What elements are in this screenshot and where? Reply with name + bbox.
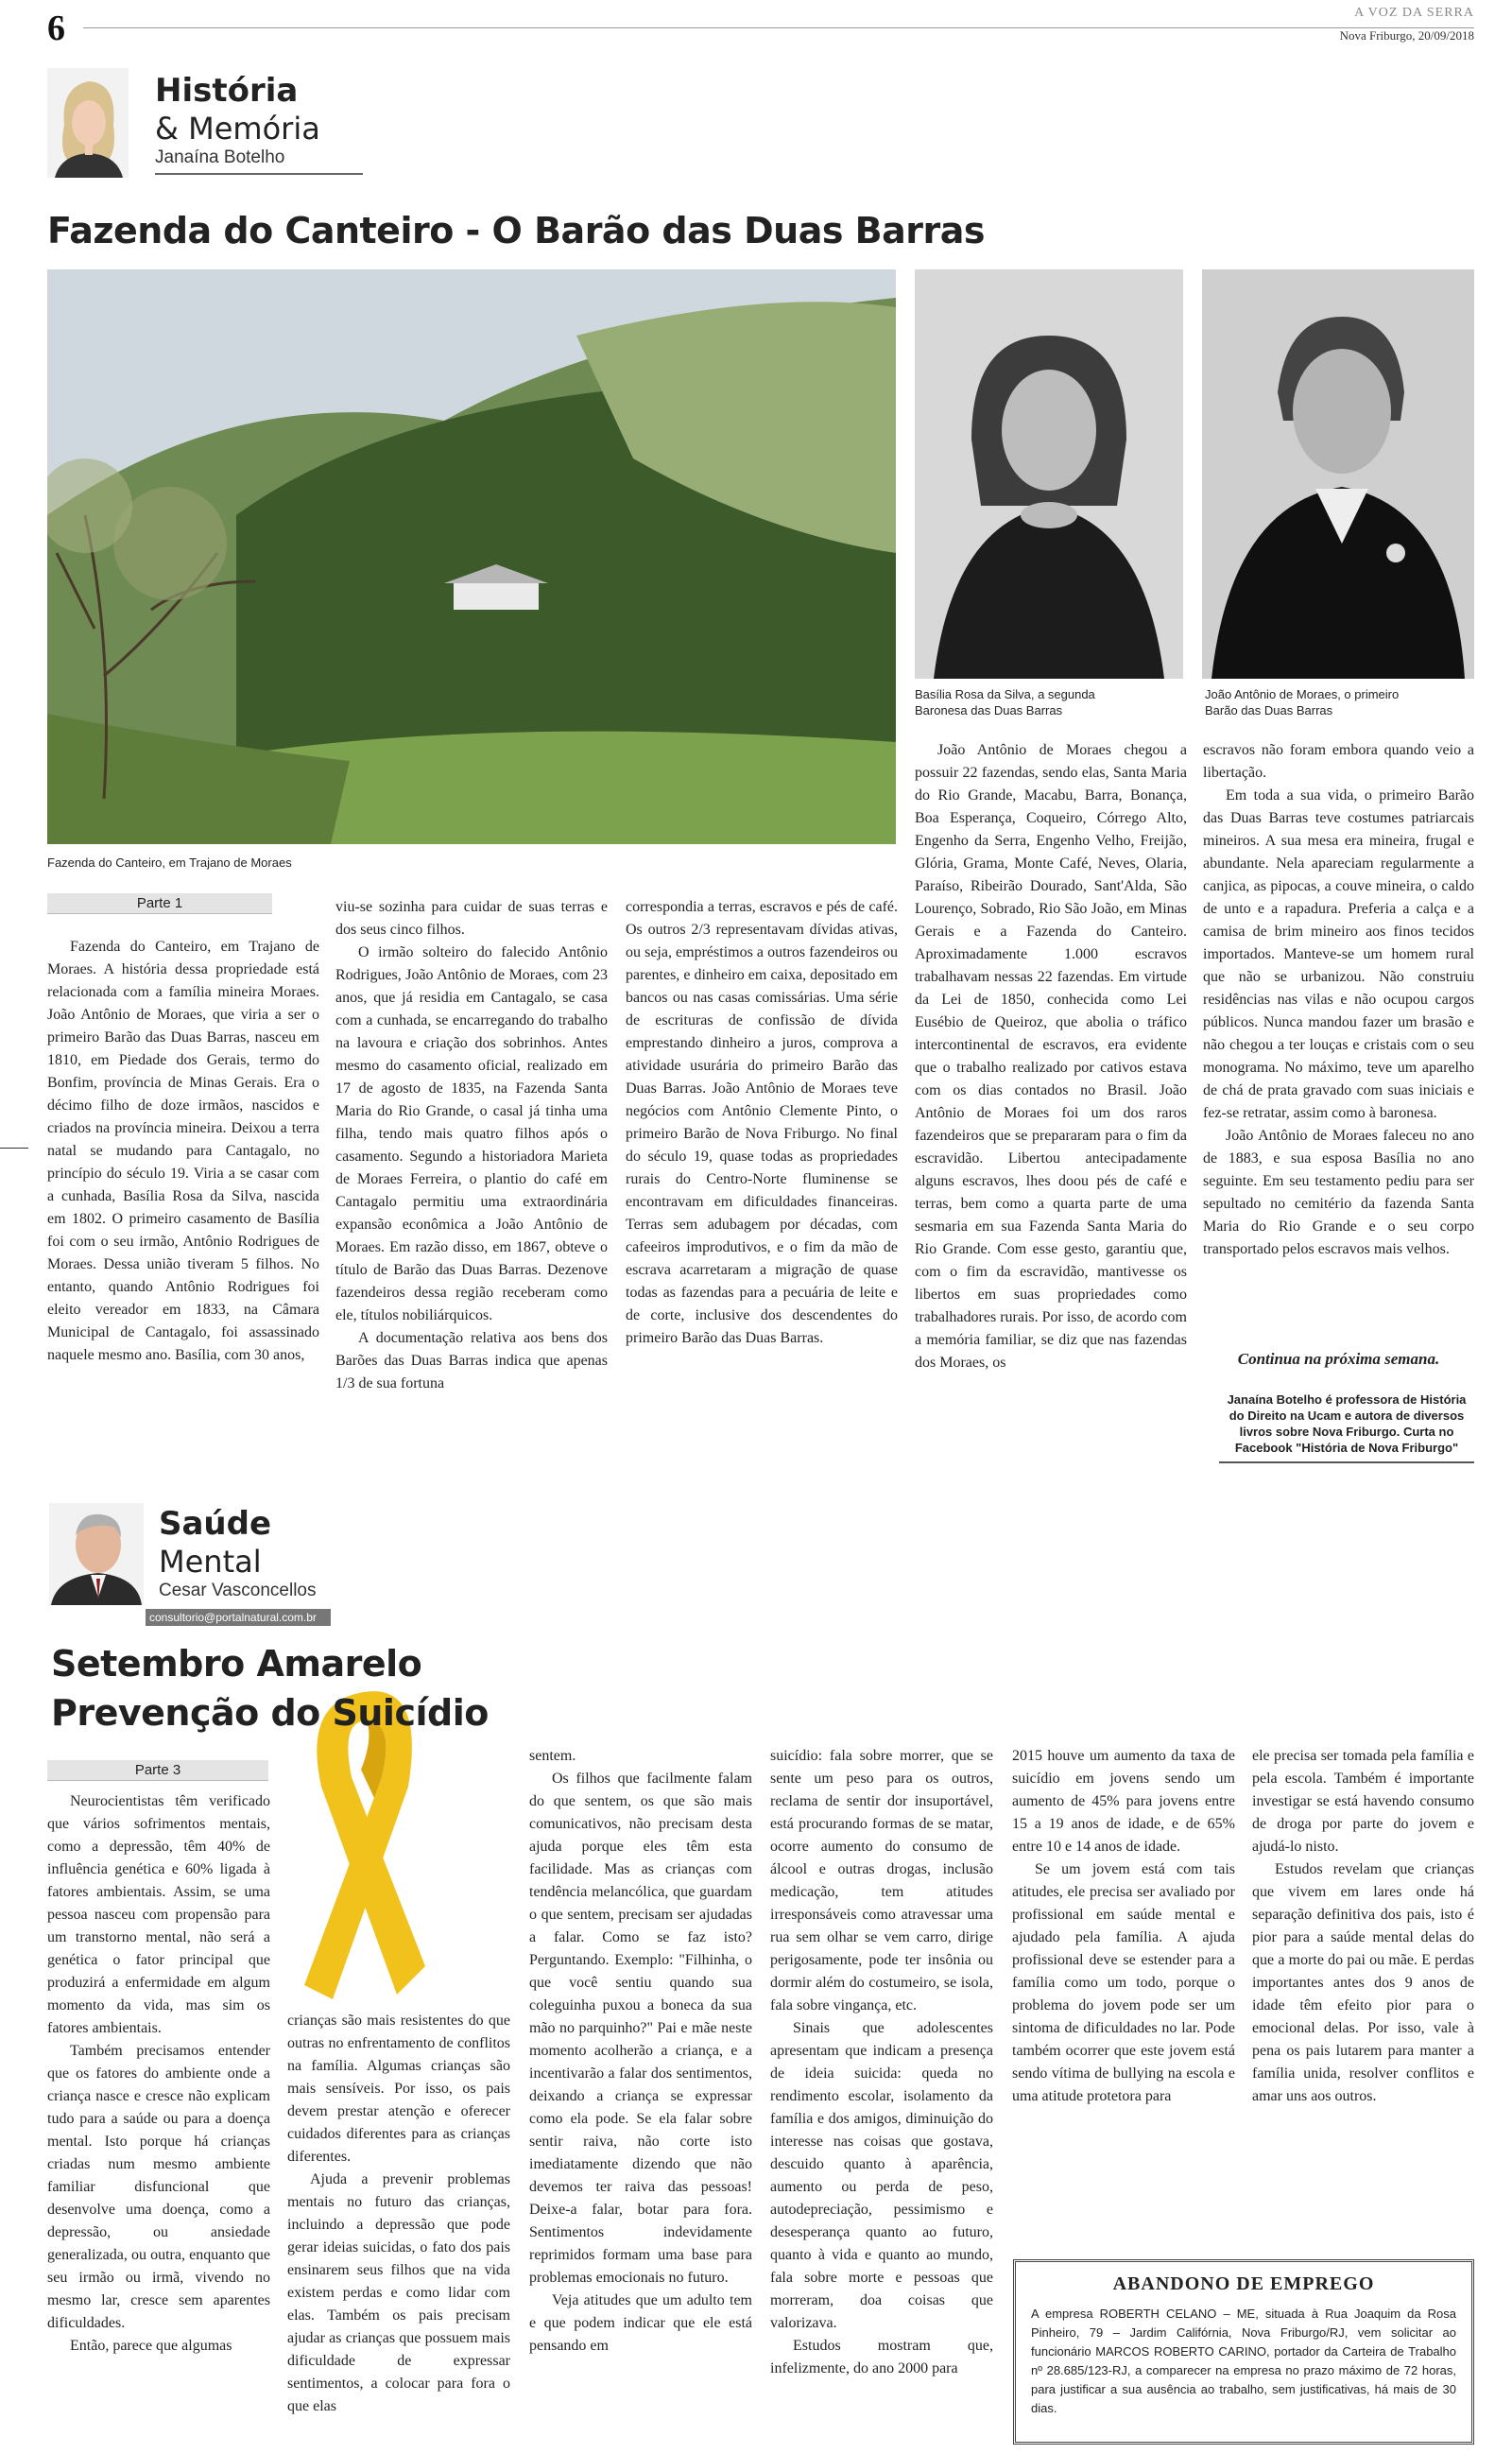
baronesa-portrait [915, 269, 1183, 679]
job-abandonment-notice [1013, 2259, 1474, 2445]
paragraph: sentem. [529, 1748, 576, 1764]
section-title: Saúde [159, 1505, 272, 1543]
dateline: Nova Friburgo, 20/09/2018 [1339, 28, 1474, 43]
history-column-1 [47, 936, 319, 1367]
margin-tick [0, 1148, 28, 1149]
paragraph: ele precisa ser tomada pela família e pela escola. Também é importante investigar se está havendo consumo de droga por parte do jovem e ajudá-lo nisto. [1252, 1748, 1474, 1855]
history-column-3 [626, 896, 898, 1350]
author-email-bar [146, 1609, 331, 1626]
notice-title: ABANDONO DE EMPREGO [1112, 2273, 1375, 2294]
health-column-4 [770, 1745, 993, 2380]
paragraph: Fazenda do Canteiro, em Trajano de Moraes. A história dessa propriedade está relacionada com a família mineira Moraes. João Antônio de Moraes, que viria a ser o primeiro Barão das Duas Barras, nasceu em 1810, em Piedade dos Gerais, termo do Bonfim, província de Minas Gerais. Era o décimo filho de doze irmãos, nascidos e criados na província mineira. Deixou a terra natal se mudando para Cantagalo, no princípio do século 19. Viria a se casar com a cunhada, Basília Rosa da Silva, nascida em 1802. O primeiro casamento de Basília foi com o seu irmão, Antônio Rodrigues de Moraes. Dessa união tiveram 5 filhos. No entanto, quando Antônio Rodrigues foi eleito vereador em 1833, na Câmara Municipal de Cantagalo, foi assassinado naquele mesmo ano. Basília, com 30 anos, [47, 939, 319, 1363]
barao-caption: João Antônio de Moraes, o primeiro Barão das Duas Barras [1205, 687, 1400, 717]
paragraph: Neurocientistas têm verificado que vários sofrimentos mentais, como a depressão, têm 40% de influência genética e 60% ligada à fatores ambientais. Assim, se uma pessoa nasceu com propensão para um transtorno mental, não será a genética o fator principal que produzirá a enfermidade em algum momento da vida, mas sim os fatores ambientais. [47, 1793, 270, 2036]
author-photo [47, 68, 129, 178]
author-name: Cesar Vasconcellos [159, 1581, 317, 1600]
continued-note: Continua na próxima semana. [1237, 1350, 1440, 1368]
barao-portrait [1202, 269, 1474, 679]
health-column-6 [1252, 1745, 1474, 2108]
paragraph: suicídio: fala sobre morrer, que se sente um peso para os outros, reclama de sentir dor insuportável, está procurando formas de se matar, ocorre aumento do consumo de álcool e outras drogas, inclusão medicação, tem atitudes irresponsáveis como atravessar uma rua sem olhar se vem carro, dirige perigosamente, pode ter insônia ou dormir além do costumeiro, se isola, fala sobre vingança, etc. [770, 1748, 993, 2013]
paragraph: viu-se sozinha para cuidar de suas terras e dos seus cinco filhos. [335, 899, 608, 938]
notice-text: A empresa ROBERTH CELANO – ME, situada à Rua Joaquim da Rosa Pinheiro, 79 – Jardim Califórnia, Nova Friburgo/RJ, vem solicitar ao funcionário MARCOS ROBERTO CARINO, portador da Carteira de Trabalho nº 28.685/123-RJ, a comparecer na empresa no prazo máximo de 72 horas, para justificar a sua ausência ao trabalho, sem justificativas, há mais de 30 dias. [1031, 2307, 1456, 2415]
page-number: 6 [47, 9, 65, 48]
section-subtitle: & Memória [155, 111, 320, 147]
paragraph: O irmão solteiro do falecido Antônio Rodrigues, João Antônio de Moraes, com 23 anos, que já residia em Cantagalo, se casa com a cunhada, se encarregando do trabalho na lavoura e criação dos sobrinhos. Antes mesmo do casamento oficial, realizado em 17 de agosto de 1835, na Fazenda Santa Maria do Rio Grande, o casal já tinha uma filha, tendo mais quatro filhos após o casamento. Segundo a historiadora Marieta de Moraes Ferreira, o plantio do café em Cantagalo permitiu uma extraordinária expansão econômica a João Antônio de Moraes. Em razão disso, em 1867, obteve o título de Barão das Duas Barras. Dezenove fazendeiros dessa região receberam como ele, títulos nobiliárquicos. [335, 944, 608, 1323]
section-rule [155, 173, 363, 175]
health-column-3 [529, 1745, 752, 2358]
health-column-5 [1012, 1745, 1235, 2108]
headline: Setembro Amarelo [51, 1643, 422, 1685]
paragraph: correspondia a terras, escravos e pés de café. Os outros 2/3 representavam dívidas ativas, ou seja, empréstimos a outros fazendeiros ou parentes, e dinheiro em caixa, depositado em bancos ou nas casas comissárias. Uma série de escrituras de confissão de dívida emprestando dinheiro a juros, comprova a atividade usurária do primeiro Barão das Duas Barras. João Antônio de Moraes teve negócios com Antônio Clemente Pinto, o primeiro Barão de Nova Friburgo. No final do século 19, quase todas as propriedades rurais do Centro-Norte fluminense se encontravam em dificuldades financeiras. Terras sem adubagem por décadas, com cafeeiros improdutivos, e o fim da mão de escrava acarretaram a migração de quase todas as fazendas para a pecuária de leite e de corte, inclusive dos descendentes do primeiro Barão das Duas Barras. [626, 899, 898, 1346]
paragraph: 2015 houve um aumento da taxa de suicídio em jovens sendo um aumento de 45% para jovens entre 15 a 19 anos de idade, e de 65% entre 10 e 14 anos de idade. [1012, 1748, 1235, 1855]
section-title: História [155, 72, 299, 110]
paragraph: Em toda a sua vida, o primeiro Barão das Duas Barras teve costumes patriarcais mineiros. A sua mesa era mineira, frugal e abundante. Nela apareciam regularmente a canjica, as pipocas, a couve mineira, o caldo de unto e a rapadura. Preferia a calça e a camisa de brim mineiro aos finos tecidos importados. Manteve-se um homem rural que não se urbanizou. Não construiu residências nas vilas e não ocupou cargos públicos. Nunca mandou fazer um brasão e não chegou a ter louças e cristais com o seu monograma. No máximo, teve um aparelho de chá de prata gravado com suas iniciais e fez-se retratar, assim como à baronesa. [1203, 787, 1474, 1121]
paragraph: Ajuda a prevenir problemas mentais no futuro das crianças, incluindo a depressão que pode gerar ideias suicidas, o fato dos pais ensinarem seus filhos que na vida existem perdas e como lidar com elas. Também os pais precisam ajudar as crianças que possuem mais dificuldade de expressar sentimentos, a colocar para fora o que elas [287, 2171, 510, 2414]
paragraph: crianças são mais resistentes do que outras no enfrentamento de conflitos na família. Algumas crianças são mais sensíveis. Por isso, os pais devem prestar atenção e oferecer cuidados diferentes para as crianças diferentes. [287, 2013, 510, 2165]
author-bio: Janaína Botelho é professora de História do Direito na Ucam e autora de diversos livros sobre Nova Friburgo. Curta no Facebook "História de Nova Friburgo" [1219, 1391, 1474, 1463]
paragraph: Os filhos que facilmente falam do que sentem, os que são mais comunicativos, não precisam desta ajuda porque eles têm esta facilidade. Mas as crianças com tendência melancólica, que guardam o que sentem, precisam ser ajudadas a falar. Como se faz isto? Perguntando. Exemplo: "Filhinha, o que você sentiu quando sua coleguinha puxou a boneca da sua mão no parquinho?" Pai e mãe neste momento acolherão a criança, e a incentivarão a falar dos sentimentos, deixando a criança se expressar como ela pode. Se ela falar sobre sentir raiva, não corte isto imediatamente dizendo que não devemos ter raiva das pessoas! Deixe-a falar, botar para fora. Sentimentos indevidamente reprimidos formam uma base para problemas emocionais no futuro. [529, 1771, 752, 2286]
section-header-health [159, 1505, 317, 1601]
farm-photo [47, 269, 896, 844]
part-label: Parte 1 [47, 893, 272, 914]
author-name: Janaína Botelho [155, 147, 285, 167]
author-email: consultorio@portalnatural.com.br [149, 1611, 317, 1624]
history-column-5 [1203, 739, 1474, 1261]
health-column-1 [47, 1790, 270, 2358]
paragraph: Então, parece que algumas [70, 2338, 232, 2354]
paragraph: Estudos revelam que crianças que vivem em lares onde há separação definitiva dos pais, isto é pior para a saúde mental delas do que a morte do pai ou mãe. E perdas importantes antes dos 9 anos de idade têm efeito pior para o emocional delas. Por isso, vale à pena os pais lutarem para manter a família unida, resolver conflitos e amar uns aos outros. [1252, 1861, 1474, 2104]
paragraph: escravos não foram embora quando veio a libertação. [1203, 742, 1474, 781]
newspaper-name: A VOZ DA SERRA [1354, 6, 1474, 20]
headline: Fazenda do Canteiro - O Barão das Duas Barras [47, 210, 986, 251]
paragraph: João Antônio de Moraes chegou a possuir 22 fazendas, sendo elas, Santa Maria do Rio Grande, Macabu, Barra, Bonança, Boa Esperança, Coqueiro, Córrego Alto, Engenho da Serra, Engenho Velho, Freijão, Glória, Grama, Monte Café, Neves, Olaria, Paraíso, Ribeirão Dourado, Sant'Alda, São Lourenço, Sobrado, Rio São João, em Minas Gerais e a Fazenda do Canteiro. Aproximadamente 1.000 escravos trabalhavam nessas 22 fazendas. Em virtude da Lei de 1850, conhecida como Lei Eusébio de Queiroz, que abolia o tráfico intercontinental de escravos, era evidente que o trabalho realizado por cativos estava com os dias contados no Brasil. João Antônio de Moraes foi um dos raros fazendeiros que se prepararam para o fim da escravidão. Libertou antecipadamente alguns escravos, lhes doou pés de café e terras, bem como a quarta parte de uma sesmaria em sua Fazenda Santa Maria do Rio Grande. Com esse gesto, garantiu que, com o fim da escravidão, mantivesse os libertos em suas propriedades como trabalhadores rurais. Por isso, de acordo com a memória familiar, se diz que nas fazendas dos Moraes, os [915, 742, 1187, 1371]
history-column-2 [335, 896, 608, 1395]
paragraph: Estudos mostram que, infelizmente, do ano 2000 para [770, 2338, 993, 2376]
section-header-history [155, 72, 320, 168]
masthead-rule [83, 27, 1474, 28]
part-label: Parte 3 [47, 1760, 268, 1781]
paragraph: Se um jovem está com tais atitudes, ele precisa ser avaliado por profissional em saúde mental e ajudado pela família. A ajuda profissional deve se estender para a família como um todo, porque o problema do jovem pode ser um sintoma de dificuldades no lar. Pode também ocorrer que este jovem está sendo vítima de bullying na escola e uma atitude protetora para [1012, 1861, 1235, 2104]
photo-caption: Fazenda do Canteiro, em Trajano de Moraes [47, 855, 292, 870]
paragraph: Também precisamos entender que os fatores do ambiente onde a criança nasce e cresce não explicam tudo para a saúde ou para a doença mental. Isto porque há crianças criadas num mesmo ambiente familiar disfuncional que desenvolve uma doença, como a depressão, ou ansiedade generalizada, ou outra, enquanto que seu irmão ou irmã, vivendo no mesmo lar, cresce sem aparentes dificuldades. [47, 2043, 270, 2331]
paragraph: Veja atitudes que um adulto tem e que podem indicar que ele está pensando em [529, 2292, 752, 2354]
paragraph: João Antônio de Moraes faleceu no ano de 1883, e sua esposa Basília no ano seguinte. Em seu testamento pediu para ser sepultado no cemitério da fazenda Santa Maria do Rio Grande e o seu corpo transportado pelos escravos mais velhos. [1203, 1128, 1474, 1257]
history-column-4 [915, 739, 1187, 1374]
paragraph: Sinais que adolescentes apresentam que indicam a presença de ideia suicida: queda no rendimento escolar, isolamento da família e dos amigos, diminuição do interesse nas coisas que gostava, descuido quanto à aparência, aumento ou perda de peso, autodepreciação, pessimismo e desesperança quanto ao futuro, quanto à vida e quanto ao mundo, fala sobre morte e pessoas que morreram, doa coisas que valorizava. [770, 2020, 993, 2331]
health-column-2 [287, 2010, 510, 2418]
baronesa-caption: Basília Rosa da Silva, a segunda Baronesa das Duas Barras [915, 687, 1095, 717]
section-subtitle: Mental [159, 1544, 262, 1580]
author-photo [49, 1503, 144, 1605]
headline-line-2: Prevenção do Suicídio [51, 1692, 489, 1734]
paragraph: A documentação relativa aos bens dos Barões das Duas Barras indica que apenas 1/3 de sua fortuna [335, 1330, 608, 1391]
